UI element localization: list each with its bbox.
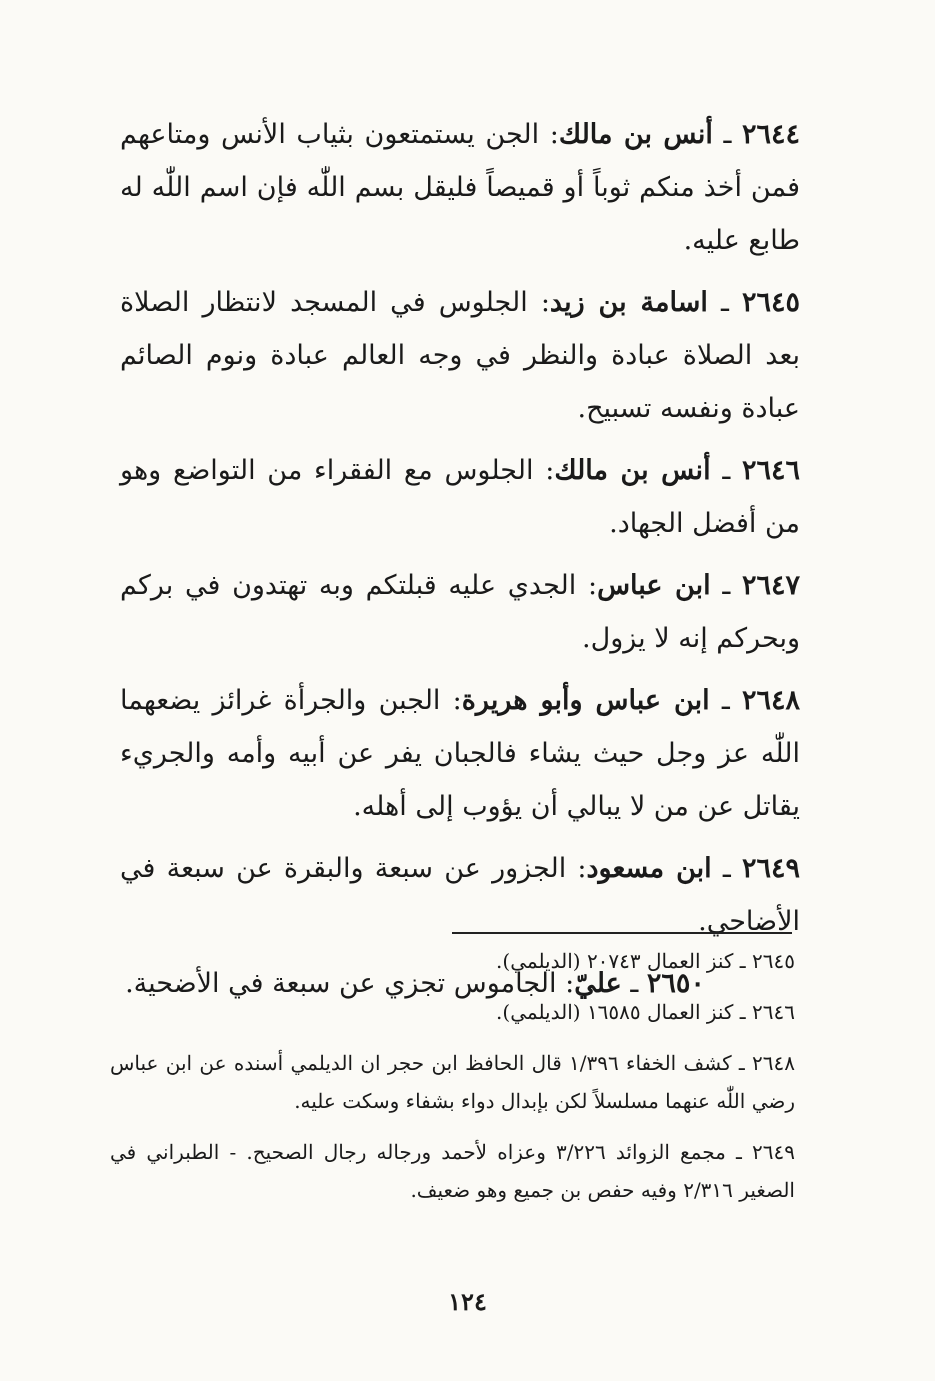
- entry-text: الجن يستمتعون بثياب الأنس ومتاعهم فمن أخذ منكم ثوباً أو قميصاً فليقل بسم اللّٰه فإن اسم اللّٰه له طابع عليه.: [120, 119, 800, 256]
- hadith-entry-2644: [120, 108, 800, 267]
- entry-separator: ـ: [722, 853, 731, 884]
- entry-separator: ـ: [723, 119, 732, 150]
- footnote-2648: ٢٦٤٨ ـ كشف الخفاء ١/٣٩٦ قال الحافظ ابن حجر ان الديلمي أسنده عن ابن عباس رضي اللّٰه عنهما مسلسلاً لكن بإبدال دواء بشفاء وسكت عليه.: [110, 1051, 795, 1113]
- entry-narrator: اسامة بن زيد: [549, 287, 708, 318]
- entry-colon: :: [452, 685, 462, 716]
- entry-narrator: أنس بن مالك: [554, 455, 711, 486]
- entry-text: الجلوس في المسجد لانتظار الصلاة بعد الصلاة عبادة والنظر في وجه العالم عبادة ونوم الصائم عبادة ونفسه تسبيح.: [120, 287, 800, 424]
- entry-narrator: أنس بن مالك: [558, 119, 713, 150]
- entry-separator: ـ: [720, 287, 729, 318]
- entry-text: الجلوس مع الفقراء من التواضع وهو من أفضل الجهاد.: [120, 455, 800, 539]
- entry-number: ٢٦٤٧: [741, 570, 800, 601]
- entry-separator: ـ: [722, 455, 731, 486]
- entry-colon: :: [540, 287, 550, 318]
- hadith-entry-2646: [120, 444, 800, 550]
- entry-colon: :: [587, 570, 598, 601]
- entry-text: الجاموس تجزي عن سبعة في الأضحية.: [125, 968, 557, 999]
- entry-separator: ـ: [722, 570, 731, 601]
- entry-narrator: ابن مسعود: [586, 853, 712, 884]
- entry-text: الجزور عن سبعة والبقرة عن سبعة في الأضاحي.: [120, 853, 800, 937]
- hadith-entry-2648: [120, 674, 800, 833]
- entry-number: ٢٦٤٤: [741, 119, 800, 150]
- entry-number: ٢٦٥٠: [646, 968, 705, 999]
- entry-number: ٢٦٤٦: [741, 455, 800, 486]
- entry-number: ٢٦٤٩: [741, 853, 800, 884]
- page-number: ١٢٤: [448, 1287, 487, 1316]
- entry-separator: ـ: [721, 685, 730, 716]
- footnote-2646: ٢٦٤٦ ـ كنز العمال ١٦٥٨٥ (الديلمي).: [496, 1000, 795, 1024]
- footnote-2645: ٢٦٤٥ ـ كنز العمال ٢٠٧٤٣ (الديلمي).: [496, 949, 795, 973]
- hadith-entry-2647: [120, 559, 800, 665]
- entry-colon: :: [565, 968, 575, 999]
- entry-number: ٢٦٤٨: [742, 685, 801, 716]
- entry-text: الجبن والجرأة غرائز يضعهما اللّٰه عز وجل حيث يشاء فالجبان يفر عن أبيه وأمه والجريء يقاتل عن من لا يبالي أن يؤوب إلى أهله.: [120, 685, 800, 822]
- main-text-body: [120, 108, 800, 1019]
- footnote-divider: [452, 932, 792, 934]
- entry-narrator: ابن عباس: [597, 570, 711, 601]
- entry-narrator: عليّ: [574, 968, 622, 999]
- hadith-entry-2645: [120, 276, 800, 435]
- entry-number: ٢٦٤٥: [741, 287, 800, 318]
- entry-text: الجدي عليه قبلتكم وبه تهتدون في بركم وبحركم إنه لا يزول.: [120, 570, 800, 654]
- entry-colon: :: [545, 455, 555, 486]
- entry-narrator: ابن عباس وأبو هريرة: [461, 685, 710, 716]
- entry-colon: :: [549, 119, 559, 150]
- entry-colon: :: [577, 853, 587, 884]
- entry-separator: ـ: [630, 968, 639, 999]
- footnotes-section: [110, 942, 795, 1222]
- footnote-2649: ٢٦٤٩ ـ مجمع الزوائد ٣/٢٢٦ وعزاه لأحمد ورجاله رجال الصحيح. - الطبراني في الصغير ٢/٣١٦ وفيه حفص بن جميع وهو ضعيف.: [110, 1140, 795, 1202]
